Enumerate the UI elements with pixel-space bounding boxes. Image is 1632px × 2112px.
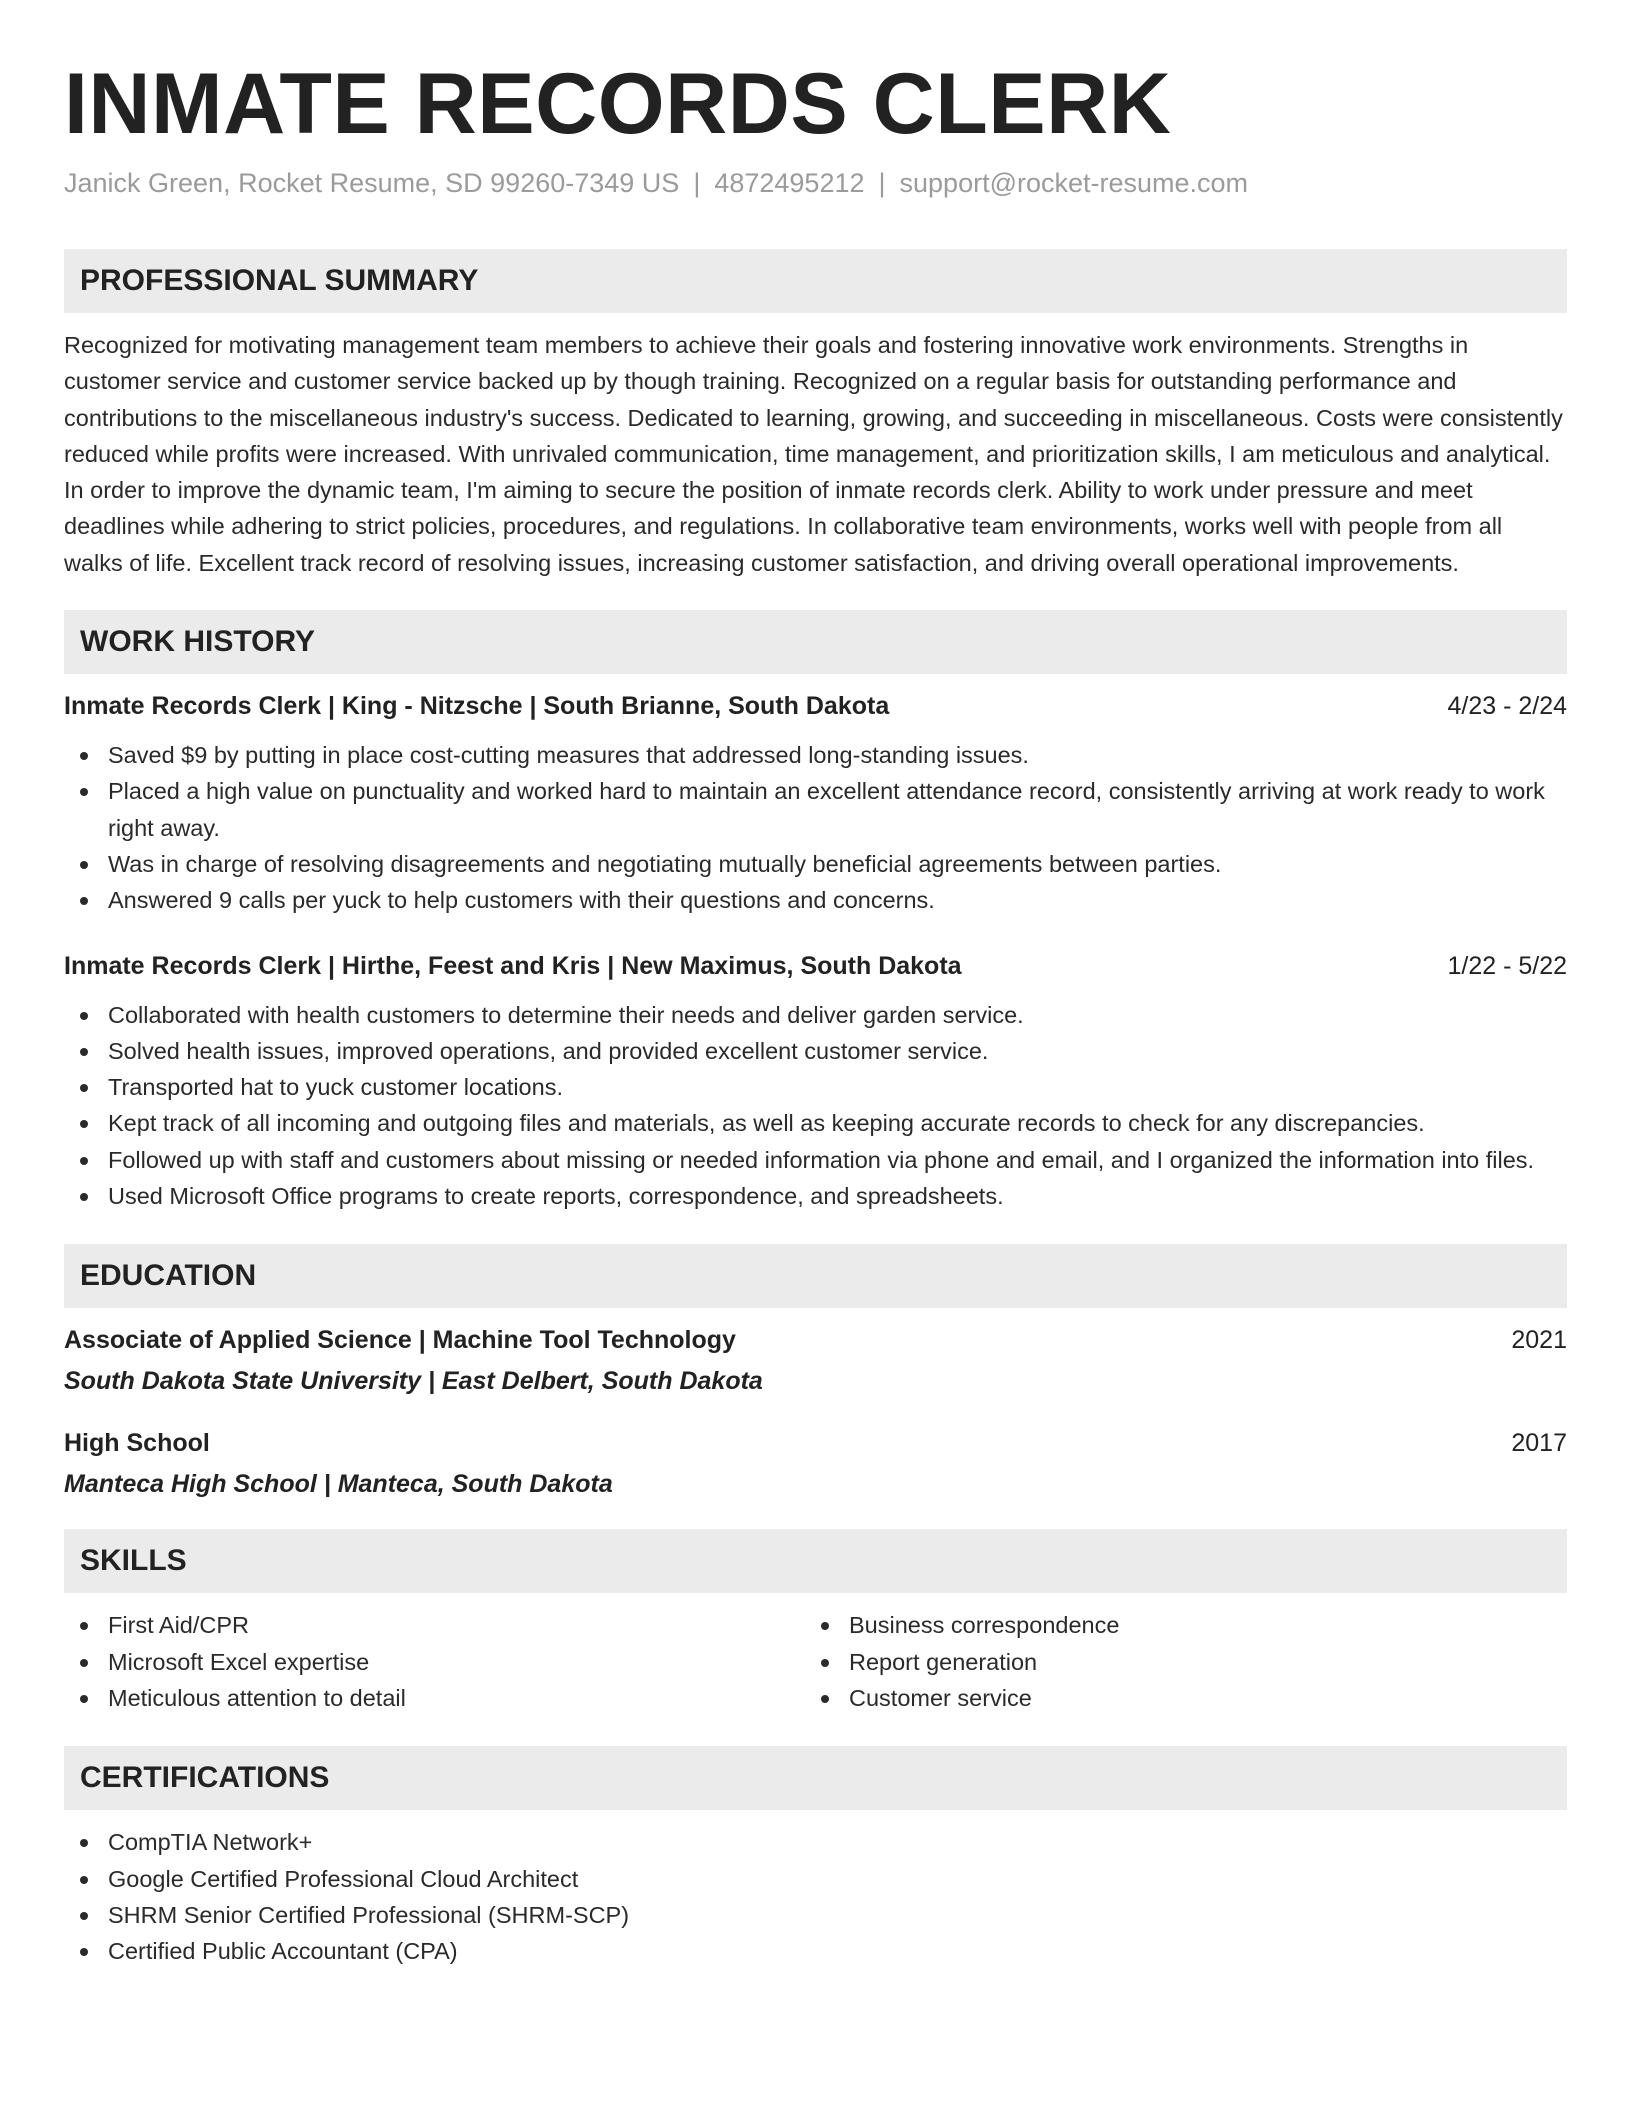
- skill-item: Customer service: [805, 1680, 1546, 1716]
- job-bullet: Followed up with staff and customers about missing or needed information via phone and email, and I organized the information into files.: [64, 1142, 1567, 1178]
- certifications-section-title: CERTIFICATIONS: [80, 1761, 330, 1795]
- job-bullet: Saved $9 by putting in place cost-cutting measures that addressed long-standing issues.: [64, 737, 1567, 773]
- job-bullet: Answered 9 calls per yuck to help customers with their questions and concerns.: [64, 882, 1567, 918]
- skill-item: First Aid/CPR: [64, 1607, 805, 1643]
- job-bullet: Solved health issues, improved operations, and provided excellent customer service.: [64, 1033, 1567, 1069]
- skill-item: Microsoft Excel expertise: [64, 1644, 805, 1680]
- job-bullet: Placed a high value on punctuality and worked hard to maintain an excellent attendance record, consistently arriving at work ready to work right away.: [64, 773, 1567, 846]
- certification-item: CompTIA Network+: [64, 1824, 1567, 1860]
- certification-item: Google Certified Professional Cloud Architect: [64, 1861, 1567, 1897]
- candidate-name: INMATE RECORDS CLERK: [64, 56, 1172, 152]
- skills-grid: [64, 1607, 1567, 1716]
- job-bullet: Was in charge of resolving disagreements and negotiating mutually beneficial agreements between parties.: [64, 846, 1567, 882]
- contact-address: Janick Green, Rocket Resume, SD 99260-7349 US: [64, 168, 680, 198]
- job-bullet: Transported hat to yuck customer locations.: [64, 1069, 1567, 1105]
- certifications-list: [64, 1824, 1567, 1969]
- certifications-section-header: [64, 1746, 1567, 1810]
- education-header: [64, 1326, 1567, 1355]
- education-section-title: EDUCATION: [80, 1259, 257, 1293]
- job-bullet: Collaborated with health customers to determine their needs and deliver garden service.: [64, 997, 1567, 1033]
- job-title: Inmate Records Clerk | King - Nitzsche | South Brianne, South Dakota: [64, 692, 890, 721]
- job-entry: [64, 692, 1567, 918]
- job-title: Inmate Records Clerk | Hirthe, Feest and Kris | New Maximus, South Dakota: [64, 951, 962, 980]
- work-section-header: [64, 610, 1567, 674]
- skills-column-right: [805, 1607, 1546, 1716]
- skills-column-left: [64, 1607, 805, 1716]
- summary-section-title: PROFESSIONAL SUMMARY: [80, 264, 479, 297]
- job-dates: 1/22 - 5/22: [1447, 951, 1567, 980]
- contact-phone: 4872495212: [714, 168, 865, 198]
- contact-separator: |: [693, 168, 701, 198]
- school-name: Manteca High School | Manteca, South Dakota: [64, 1470, 613, 1499]
- school-name: South Dakota State University | East Delbert, South Dakota: [64, 1367, 763, 1396]
- job-header: [64, 692, 1567, 721]
- job-bullets: [64, 737, 1567, 918]
- skills-section-header: [64, 1529, 1567, 1593]
- work-section-title: WORK HISTORY: [80, 625, 316, 659]
- degree: High School: [64, 1429, 210, 1458]
- job-entry: [64, 952, 1567, 1215]
- job-bullet: Used Microsoft Office programs to create reports, correspondence, and spreadsheets.: [64, 1178, 1567, 1214]
- degree: Associate of Applied Science | Machine Tool Technology: [64, 1326, 736, 1355]
- contact-email: support@rocket-resume.com: [899, 168, 1249, 198]
- education-header: [64, 1429, 1567, 1458]
- education-section-header: [64, 1244, 1567, 1308]
- job-bullets: [64, 997, 1567, 1215]
- graduation-year: 2021: [1511, 1326, 1567, 1355]
- education-entry: [64, 1326, 1567, 1396]
- job-dates: 4/23 - 2/24: [1447, 692, 1567, 721]
- contact-separator: |: [878, 168, 886, 198]
- skill-item: Report generation: [805, 1644, 1546, 1680]
- summary-text: Recognized for motivating management team members to achieve their goals and fostering innovative work environments. Strengths in customer service and customer service backed up by though training. Recognized on a regular basis for outstanding performance and contributions to the miscellaneous industry's success. Dedicated to learning, growing, and succeeding in miscellaneous. Costs were consistently reduced while profits were increased. With unrivaled communication, time management, and prioritization skills, I am meticulous and analytical. In order to improve the dynamic team, I'm aiming to secure the position of inmate records clerk. Ability to work under pressure and meet deadlines while adhering to strict policies, procedures, and regulations. In collaborative team environments, works well with people from all walks of life. Excellent track record of resolving issues, increasing customer satisfaction, and driving overall operational improvements.: [64, 332, 1563, 576]
- resume-page: [64, 0, 1567, 1969]
- skill-item: Meticulous attention to detail: [64, 1680, 805, 1716]
- job-bullet: Kept track of all incoming and outgoing files and materials, as well as keeping accurate records to check for any discrepancies.: [64, 1105, 1567, 1141]
- skill-item: Business correspondence: [805, 1607, 1546, 1643]
- certification-item: Certified Public Accountant (CPA): [64, 1933, 1567, 1969]
- summary-section-header: [64, 249, 1567, 313]
- skills-section-title: SKILLS: [80, 1544, 187, 1578]
- graduation-year: 2017: [1511, 1429, 1567, 1458]
- certification-item: SHRM Senior Certified Professional (SHRM-SCP): [64, 1897, 1567, 1933]
- job-header: [64, 952, 1567, 981]
- contact-line: [64, 166, 1567, 200]
- education-entry: [64, 1429, 1567, 1499]
